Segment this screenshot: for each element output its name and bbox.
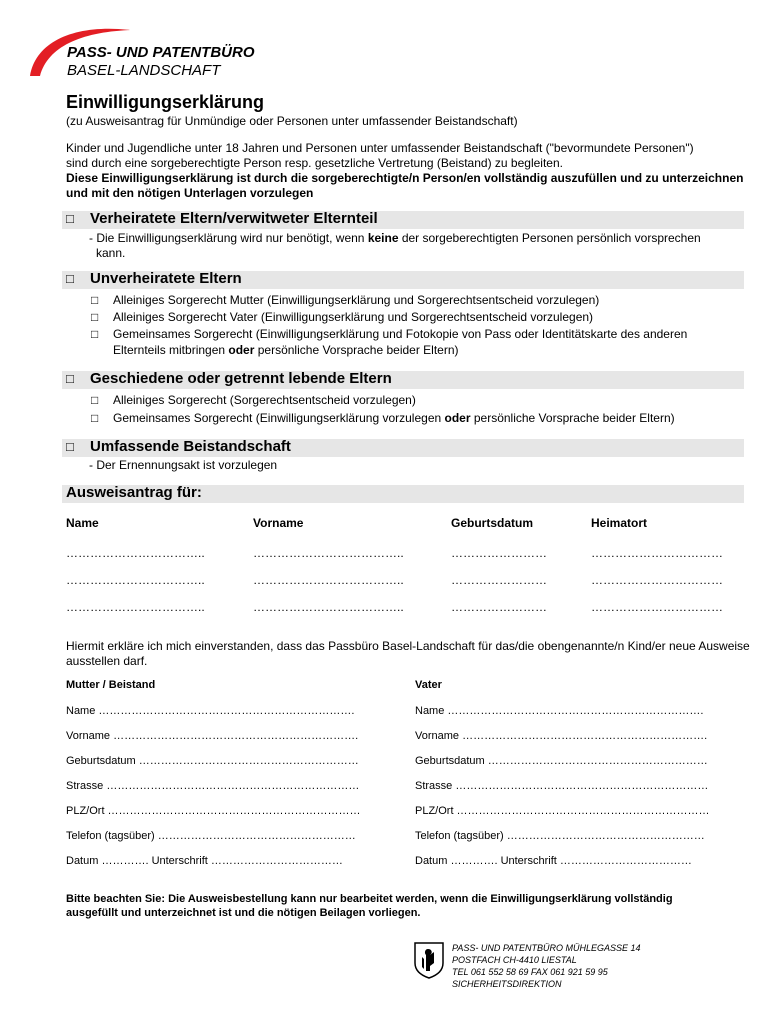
col-heimatort: Heimatort: [591, 516, 648, 530]
option-label: Alleiniges Sorgerecht Vater (Einwilligungserklärung und Sorgerechtsentscheid vorzulegen): [113, 310, 594, 324]
footer-line-1: PASS- UND PATENTBÜRO MÜHLEGASSE 14: [452, 943, 641, 953]
father-vorname-field[interactable]: Vorname ………………………………………………………….: [415, 730, 708, 742]
child-1-heimatort-field[interactable]: ……………………………: [591, 546, 723, 560]
child-2-heimatort-field[interactable]: ……………………………: [591, 573, 723, 587]
section-unmarried-parents: [62, 271, 744, 289]
father-datum-unterschrift-field[interactable]: Datum …………. Unterschrift ………………………………: [415, 855, 692, 867]
crest-icon: [413, 941, 445, 979]
section-guardianship-label: Umfassende Beistandschaft: [90, 438, 291, 455]
child-1-vorname-field[interactable]: ………………………………..: [253, 546, 404, 560]
child-3-name-field[interactable]: ……………………………..: [66, 600, 205, 614]
option-label: Alleiniges Sorgerecht Mutter (Einwilligungserklärung und Sorgerechtsentscheid vorzulegen): [113, 293, 600, 307]
child-2-geburtsdatum-field[interactable]: ……………………: [451, 573, 547, 587]
option-text: Gemeinsames Sorgerecht (Einwilligungserklärung vorzulegen: [113, 411, 445, 425]
note-continuation: kann.: [96, 246, 126, 260]
intro-bold: Diese Einwilligungserklärung ist durch die sorgeberechtigte/n Person/en vollständig auszufüllen und zu unterzeichnen und mit den nötigen Unterlagen vorzulegen: [66, 171, 744, 200]
option-label: [113, 326, 753, 358]
father-name-field[interactable]: Name …………………………………………………………….: [415, 705, 704, 717]
section-divorced-checkbox[interactable]: □: [66, 371, 74, 386]
col-geburtsdatum: Geburtsdatum: [451, 516, 534, 530]
footer-line-2: POSTFACH CH-4410 LIESTAL: [452, 955, 577, 965]
notice-text: Bitte beachten Sie: Die Ausweisbestellung kann nur bearbeitet werden, wenn die Einwilligungserklärung vollständig ausgefüllt und unterzeichnet ist und die nötigen Beilagen vorliegen.: [66, 893, 673, 919]
option-text-end: persönliche Vorsprache beider Eltern): [470, 411, 675, 425]
page-title: Einwilligungserklärung: [66, 92, 265, 112]
mother-strasse-field[interactable]: Strasse ……………………………………………………………: [66, 780, 360, 792]
father-geburtsdatum-field[interactable]: Geburtsdatum ……………………………………………………: [415, 755, 708, 767]
mother-telefon-field[interactable]: Telefon (tagsüber) ………………………………………………: [66, 830, 356, 842]
consent-text: Hiermit erkläre ich mich einverstanden, dass das Passbüro Basel-Landschaft für das/die obengenannte/n Kind/er neue Ausweise ausstellen darf.: [66, 639, 750, 668]
col-vorname: Vorname: [253, 516, 304, 530]
section-guardianship-checkbox[interactable]: □: [66, 439, 74, 454]
section-married-checkbox[interactable]: □: [66, 211, 74, 226]
option-line-2-end: persönliche Vorsprache beider Eltern): [254, 343, 459, 357]
father-plz-ort-field[interactable]: PLZ/Ort ……………………………………………………………: [415, 805, 710, 817]
intro-text: [66, 141, 756, 201]
option-checkbox[interactable]: □: [91, 293, 99, 307]
child-3-geburtsdatum-field[interactable]: ……………………: [451, 600, 547, 614]
child-1-name-field[interactable]: ……………………………..: [66, 546, 205, 560]
section-guardianship-note: - Der Ernennungsakt ist vorzulegen: [89, 458, 278, 472]
application-heading-label: Ausweisantrag für:: [66, 484, 202, 501]
child-2-vorname-field[interactable]: ………………………………..: [253, 573, 404, 587]
option-bold: oder: [444, 411, 471, 425]
section-married-note: [89, 231, 754, 261]
option-bold: oder: [228, 343, 255, 357]
option-line-2: Elternteils mitbringen: [113, 343, 229, 357]
section-unmarried-label: Unverheiratete Eltern: [90, 270, 242, 287]
intro-line-1: Kinder und Jugendliche unter 18 Jahren und Personen unter umfassender Beistandschaft ("bevormundete Personen"): [66, 141, 694, 155]
child-2-name-field[interactable]: ……………………………..: [66, 573, 205, 587]
option-line-1: Gemeinsames Sorgerecht (Einwilligungserklärung und Fotokopie von Pass oder Identitätskarte des anderen: [113, 327, 688, 341]
child-1-geburtsdatum-field[interactable]: ……………………: [451, 546, 547, 560]
org-name: PASS- UND PATENTBÜRO: [67, 44, 255, 61]
col-name: Name: [66, 516, 99, 530]
mother-datum-unterschrift-field[interactable]: Datum …………. Unterschrift ………………………………: [66, 855, 343, 867]
father-heading: Vater: [415, 679, 442, 691]
mother-plz-ort-field[interactable]: PLZ/Ort ……………………………………………………………: [66, 805, 361, 817]
page-subtitle: (zu Ausweisantrag für Unmündige oder Personen unter umfassender Beistandschaft): [66, 114, 518, 128]
option-checkbox[interactable]: □: [91, 393, 99, 407]
footer-line-4: SICHERHEITSDIREKTION: [452, 979, 562, 989]
mother-name-field[interactable]: Name …………………………………………………………….: [66, 705, 355, 717]
option-checkbox[interactable]: □: [91, 310, 99, 324]
section-married-parents: [62, 211, 744, 229]
mother-heading: Mutter / Beistand: [66, 679, 156, 691]
application-heading: [62, 485, 744, 503]
note-text: - Die Einwilligungserklärung wird nur benötigt, wenn: [89, 231, 368, 245]
section-married-label: Verheiratete Eltern/verwitweter Elternteil: [90, 210, 378, 227]
option-label: [113, 410, 753, 426]
child-3-heimatort-field[interactable]: ……………………………: [591, 600, 723, 614]
intro-line-2: sind durch eine sorgeberechtigte Person resp. gesetzliche Vertretung (Beistand) zu begleiten.: [66, 156, 563, 170]
mother-vorname-field[interactable]: Vorname ………………………………………………………….: [66, 730, 359, 742]
section-unmarried-checkbox[interactable]: □: [66, 271, 74, 286]
section-divorced-label: Geschiedene oder getrennt lebende Eltern: [90, 370, 392, 387]
footer-line-3: TEL 061 552 58 69 FAX 061 921 59 95: [452, 967, 608, 977]
father-telefon-field[interactable]: Telefon (tagsüber) ………………………………………………: [415, 830, 705, 842]
org-region: BASEL-LANDSCHAFT: [67, 62, 221, 79]
note-text-end: der sorgeberechtigten Personen persönlich vorsprechen: [398, 231, 701, 245]
option-label: Alleiniges Sorgerecht (Sorgerechtsentscheid vorzulegen): [113, 393, 416, 407]
footer-address: [452, 942, 641, 990]
option-checkbox[interactable]: □: [91, 327, 99, 341]
mother-geburtsdatum-field[interactable]: Geburtsdatum ……………………………………………………: [66, 755, 359, 767]
section-guardianship: [62, 439, 744, 457]
note-bold: keine: [367, 231, 399, 245]
child-3-vorname-field[interactable]: ………………………………..: [253, 600, 404, 614]
option-checkbox[interactable]: □: [91, 411, 99, 425]
father-strasse-field[interactable]: Strasse ……………………………………………………………: [415, 780, 709, 792]
section-divorced-parents: [62, 371, 744, 389]
